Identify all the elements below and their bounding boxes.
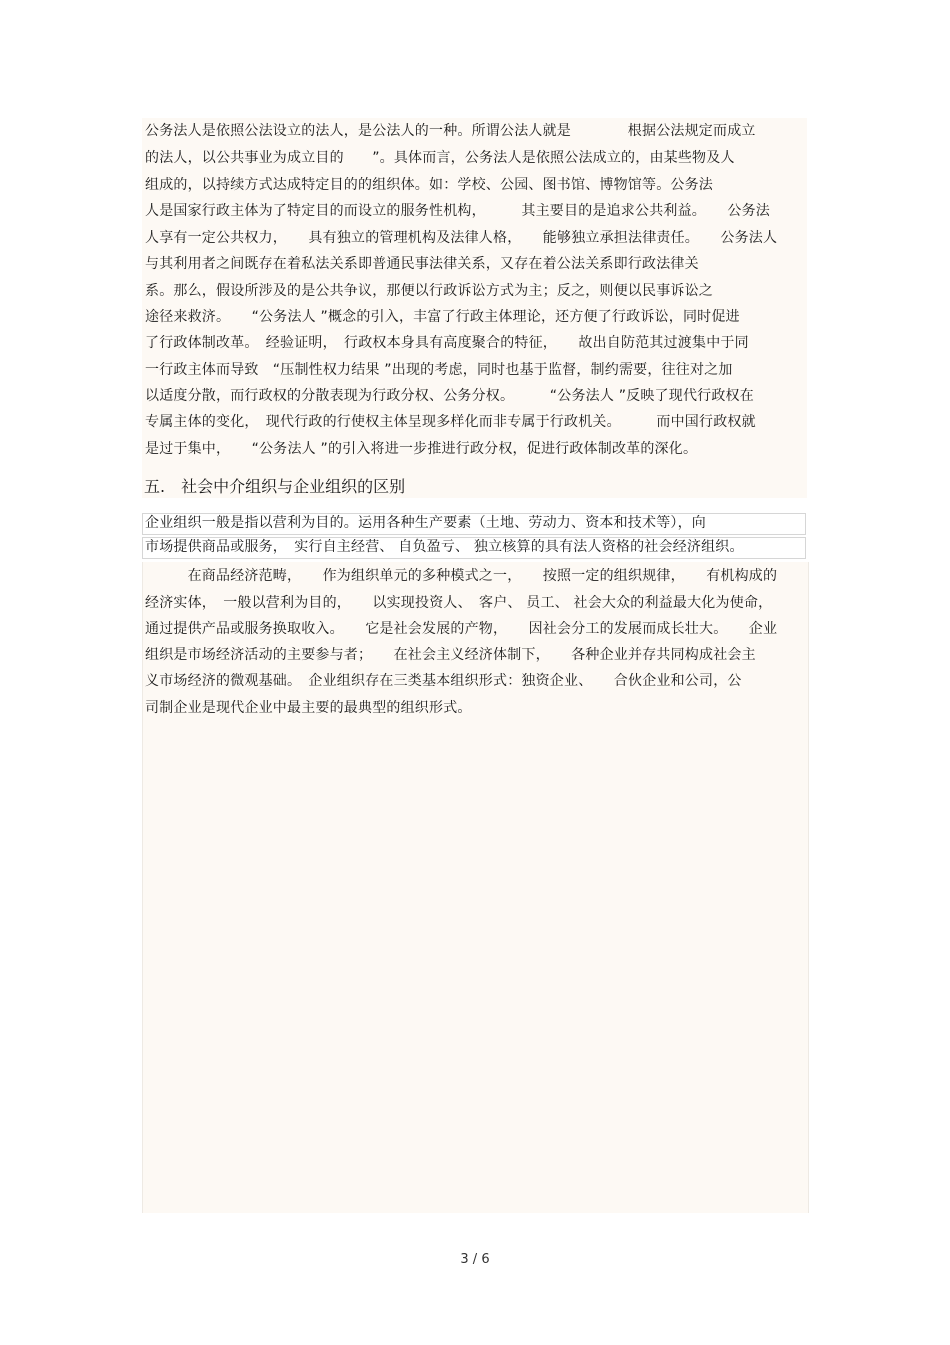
text-line: 是过于集中， “公务法人 ”的引入将进一步推进行政分权，促进行政体制改革的深化。 <box>145 441 698 457</box>
text-line: 组织是市场经济活动的主要参与者； 在社会主义经济体制下， 各种企业并存共同构成社会主 <box>145 647 756 663</box>
text-line: 了行政体制改革。 经验证明， 行政权本身具有高度聚合的特征， 故出自防范其过渡集中于同 <box>145 335 749 351</box>
text-line: 组成的，以持续方式达成特定目的的组织体。如：学校、公园、图书馆、博物馆等。公务法 <box>145 177 713 193</box>
text-line: 途径来救济。 “公务法人 ”概念的引入，丰富了行政主体理论，还方便了行政诉讼，同时促进 <box>145 309 740 325</box>
text-line: 通过提供产品或服务换取收入。 它是社会发展的产物， 因社会分工的发展而成长壮大。 企业 <box>145 621 778 637</box>
text-line: 的法人，以公共事业为成立目的 ”。具体而言，公务法人是依照公法成立的，由某些物及人 <box>145 150 735 166</box>
text-line: 市场提供商品或服务， 实行自主经营、 自负盈亏、 独立核算的具有法人资格的社会经济组织。 <box>145 539 744 555</box>
text-line: 人是国家行政主体为了特定目的而设立的服务性机构， 其主要目的是追求公共利益。 公务法 <box>145 203 770 219</box>
section-heading: 五. 社会中介组织与企业组织的区别 <box>144 477 406 496</box>
text-line: 一行政主体而导致 “压制性权力结果 ”出现的考虑，同时也基于监督，制约需要，往往对之加 <box>145 362 733 378</box>
text-line: 企业组织一般是指以营利为目的。运用各种生产要素（土地、劳动力、资本和技术等），向 <box>145 515 706 531</box>
text-line: 以适度分散，而行政权的分散表现为行政分权、公务分权。 “公务法人 ”反映了现代行政权在 <box>145 388 754 404</box>
text-line: 司制企业是现代企业中最主要的最典型的组织形式。 <box>145 700 472 716</box>
text-line: 人享有一定公共权力， 具有独立的管理机构及法律人格， 能够独立承担法律责任。 公务法人 <box>145 230 778 246</box>
text-line: 经济实体， 一般以营利为目的， 以实现投资人、 客户、 员工、 社会大众的利益最大化为使命， <box>145 595 773 611</box>
text-line: 义市场经济的微观基础。 企业组织存在三类基本组织形式：独资企业、 合伙企业和公司，公 <box>145 673 742 689</box>
text-line: 与其利用者之间既存在着私法关系即普通民事法律关系，又存在着公法关系即行政法律关 <box>145 256 699 272</box>
text-line: 专属主体的变化， 现代行政的行使权主体呈现多样化而非专属于行政机关。 而中国行政权就 <box>145 414 756 430</box>
text-line: 在商品经济范畴， 作为组织单元的多种模式之一， 按照一定的组织规律， 有机构成的 <box>145 568 778 584</box>
boxed-text-row <box>142 513 806 535</box>
text-line: 公务法人是依照公法设立的法人，是公法人的一种。所谓公法人就是 根据公法规定而成立 <box>145 123 756 139</box>
boxed-text-row <box>142 537 806 559</box>
page-number: 3 / 6 <box>460 1252 490 1267</box>
text-line: 系。那么，假设所涉及的是公共争议，那便以行政诉讼方式为主；反之，则便以民事诉讼之 <box>145 283 713 299</box>
